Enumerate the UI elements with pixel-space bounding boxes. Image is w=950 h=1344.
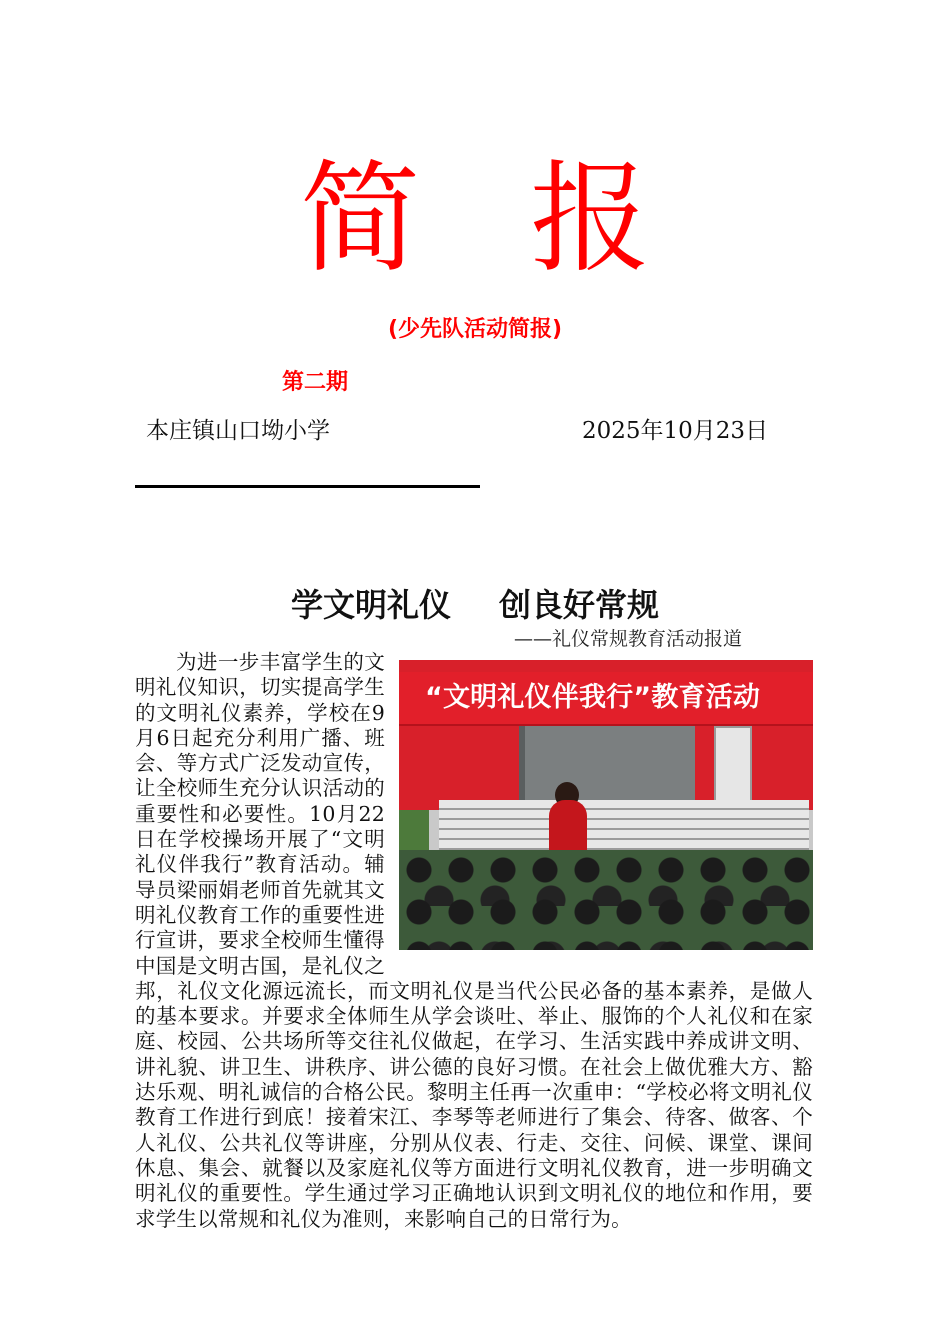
- event-photo: [399, 660, 813, 950]
- photo-rail: [519, 724, 525, 812]
- newsletter-title: [0, 150, 950, 290]
- photo-crowd: [399, 850, 813, 950]
- article-paragraph: 为进一步丰富学生的文明礼仪知识，切实提高学生的文明礼仪素养，学校在9月6日起充分利用广播、班会、等方式广泛发动宣传，让全校师生充分认识活动的重要性和必要性。10月22日在学校操场开展了“文明礼仪伴我行”教育活动。辅导员梁丽娟老师首先就其文明礼仪教育工作的重要性进行宣讲，要求全校师生懂得中国是文明古国，是礼仪之邦，礼仪文化源远流长，而文明礼仪是当代公民必备的基本素养，是做人的基本要求。并要求全体师生从学会谈吐、举止、服饰的个人礼仪和在家庭、校园、公共场所等交往礼仪做起，在学习、生活实践中养成讲文明、讲礼貌、讲卫生、讲秩序、讲公德的良好习惯。在社会上做优雅大方、豁达乐观、明礼诚信的合格公民。黎明主任再一次重申：“学校必将文明礼仪教育工作进行到底！接着宋江、李琴等老师进行了集会、待客、做客、个人礼仪、公共礼仪等讲座，分别从仪表、行走、交往、问候、课堂、课间休息、集会、就餐以及家庭礼仪等方面进行文明礼仪教育，进一步明确文明礼仪的重要性。学生通过学习正确地认识到文明礼仪的地位和作用，要求学生以常规和礼仪为准则，来影响自己的日常行为。: [135, 650, 813, 1231]
- header-divider: [135, 485, 480, 488]
- article-headline: [0, 580, 950, 626]
- headline-part-2: 创良好常规: [499, 586, 660, 624]
- newsletter-subtitle: (少先队活动简报): [387, 317, 563, 342]
- title-char-1: 简: [300, 150, 420, 289]
- school-name: 本庄镇山口坳小学: [146, 418, 330, 444]
- photo-banner: “文明礼仪伴我行”教育活动: [399, 672, 813, 726]
- title-char-2: 报: [530, 150, 650, 289]
- issue-number: 第二期: [282, 370, 349, 395]
- headline-part-1: 学文明礼仪: [290, 586, 451, 624]
- article-body: [135, 650, 813, 1232]
- article-byline: ——礼仪常规教育活动报道: [514, 628, 743, 650]
- photo-doorway: [519, 724, 695, 812]
- publish-date: 2025年10月23日: [582, 418, 769, 444]
